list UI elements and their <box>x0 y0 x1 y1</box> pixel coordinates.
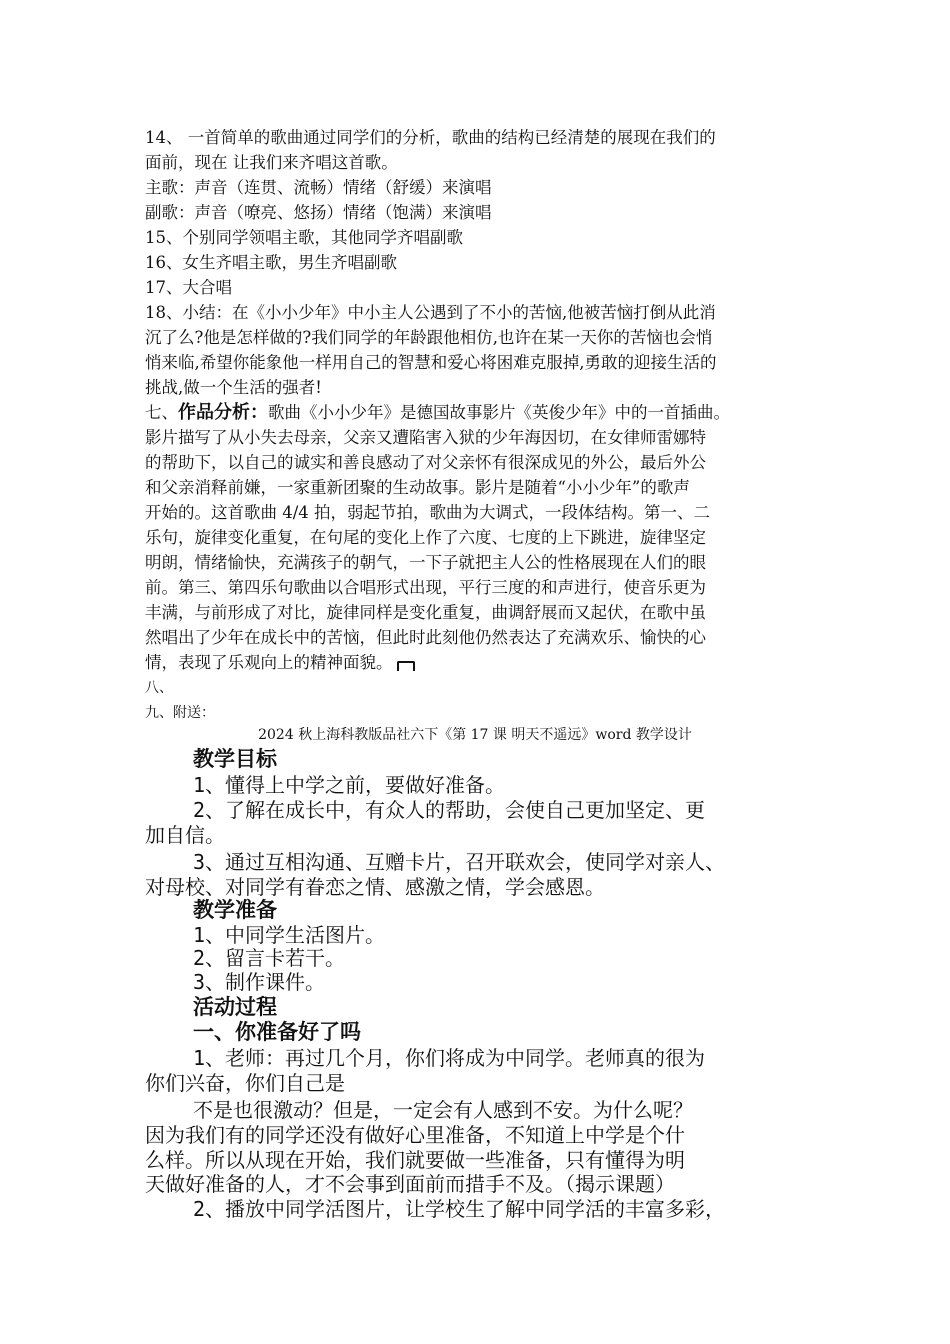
text-line: 丰满，与前形成了对比，旋律同样是变化重复，曲调舒展而又起伏，在歌中虽 <box>145 603 706 622</box>
text-line: 15、个别同学领唱主歌，其他同学齐唱副歌 <box>145 228 463 247</box>
paragraph-mark-icon <box>397 661 415 671</box>
heading-teaching-prep: 教学准备 <box>193 898 277 922</box>
text-line: 开始的。这首歌曲 4/4 拍，弱起节拍，歌曲为大调式，一段体结构。第一、二 <box>145 503 711 522</box>
prep-line: 2、留言卡若干。 <box>193 946 346 970</box>
text-line: 18、小结：在《小小少年》中小主人公遇到了不小的苦恼,他被苦恼打倒从此消 <box>145 303 716 322</box>
text-line: 的帮助下，以自己的诚实和善良感动了对父亲怀有很深成见的外公，最后外公 <box>145 453 706 472</box>
heading-activity-process: 活动过程 <box>193 995 277 1019</box>
text-line: 影片描写了从小失去母亲，父亲又遭陷害入狱的少年海因切，在女律师雷娜特 <box>145 428 706 447</box>
goal-line: 1、懂得上中学之前，要做好准备。 <box>193 773 506 797</box>
text-line: 你们兴奋，你们自己是 <box>145 1071 345 1095</box>
text-span: 情，表现了乐观向上的精神面貌。 <box>145 653 393 672</box>
text-line: 乐句，旋律变化重复，在句尾的变化上作了六度、七度的上下跳进，旋律坚定 <box>145 528 706 547</box>
text-line: 然唱出了少年在成长中的苦恼，但此时此刻他仍然表达了充满欢乐、愉快的心 <box>145 628 706 647</box>
goal-line: 加自信。 <box>145 823 225 847</box>
analysis-first-line <box>145 403 730 423</box>
text-line: 明朗，情绪愉快，充满孩子的朝气，一下子就把主人公的性格展现在人们的眼 <box>145 553 706 572</box>
text-line: 14、 一首简单的歌曲通过同学们的分析，歌曲的结构已经清楚的展现在我们的 <box>145 128 716 147</box>
text-line: 么样。所以从现在开始，我们就要做一些准备，只有懂得为明 <box>145 1148 685 1172</box>
text-line: 和父亲消释前嫌，一家重新团聚的生动故事。影片是随着“小小少年”的歌声 <box>145 478 690 497</box>
text-line: 前。第三、第四乐句歌曲以合唱形式出现，平行三度的和声进行，使音乐更为 <box>145 578 706 597</box>
analysis-last-line <box>145 653 415 673</box>
goal-line: 3、通过互相沟通、互赠卡片，召开联欢会，使同学对亲人、 <box>193 850 726 874</box>
lesson-title: 2024 秋上海科教版品社六下《第 17 课 明天不遥远》word 教学设计 <box>258 727 692 743</box>
text-line: 挑战,做一个生活的强者! <box>145 378 322 397</box>
section-eight: 八、 <box>145 680 173 696</box>
section-nine: 九、附送： <box>145 705 215 721</box>
text-line: 沉了么?他是怎样做的?我们同学的年龄跟他相仿,也许在某一天你的苦恼也会悄 <box>145 328 713 347</box>
heading-step-one: 一、你准备好了吗 <box>193 1020 361 1044</box>
goal-line: 对母校、对同学有眷恋之情、感激之情，学会感恩。 <box>145 875 605 899</box>
text-line: 副歌：声音（嘹亮、悠扬）情绪（饱满）来演唱 <box>145 203 492 222</box>
section-number: 七、 <box>145 403 178 422</box>
text-line: 天做好准备的人，才不会事到面前而措手不及。（揭示课题） <box>145 1172 675 1196</box>
text-line: 1、老师：再过几个月，你们将成为中同学。老师真的很为 <box>193 1046 706 1070</box>
heading-teaching-goals: 教学目标 <box>193 747 277 771</box>
prep-line: 1、中同学生活图片。 <box>193 923 386 947</box>
section-heading: 作品分析： <box>178 402 268 423</box>
text-line: 悄来临,希望你能象他一样用自己的智慧和爱心将困难克服掉,勇敢的迎接生活的 <box>145 353 717 372</box>
text-line: 17、大合唱 <box>145 278 232 297</box>
text-line: 16、女生齐唱主歌，男生齐唱副歌 <box>145 253 397 272</box>
prep-line: 3、制作课件。 <box>193 970 326 994</box>
goal-line: 2、了解在成长中，有众人的帮助，会使自己更加坚定、更 <box>193 798 706 822</box>
text-line: 不是也很激动？但是，一定会有人感到不安。为什么呢？ <box>193 1098 693 1122</box>
text-line: 2、播放中同学活图片，让学校生了解中同学活的丰富多彩， <box>193 1197 726 1221</box>
text-line: 因为我们有的同学还没有做好心里准备，不知道上中学是个什 <box>145 1123 685 1147</box>
text-line: 主歌：声音（连贯、流畅）情绪（舒缓）来演唱 <box>145 178 492 197</box>
text-span: 歌曲《小小少年》是德国故事影片《英俊少年》中的一首插曲。 <box>268 403 730 422</box>
text-line: 面前，现在 让我们来齐唱这首歌。 <box>145 153 398 172</box>
